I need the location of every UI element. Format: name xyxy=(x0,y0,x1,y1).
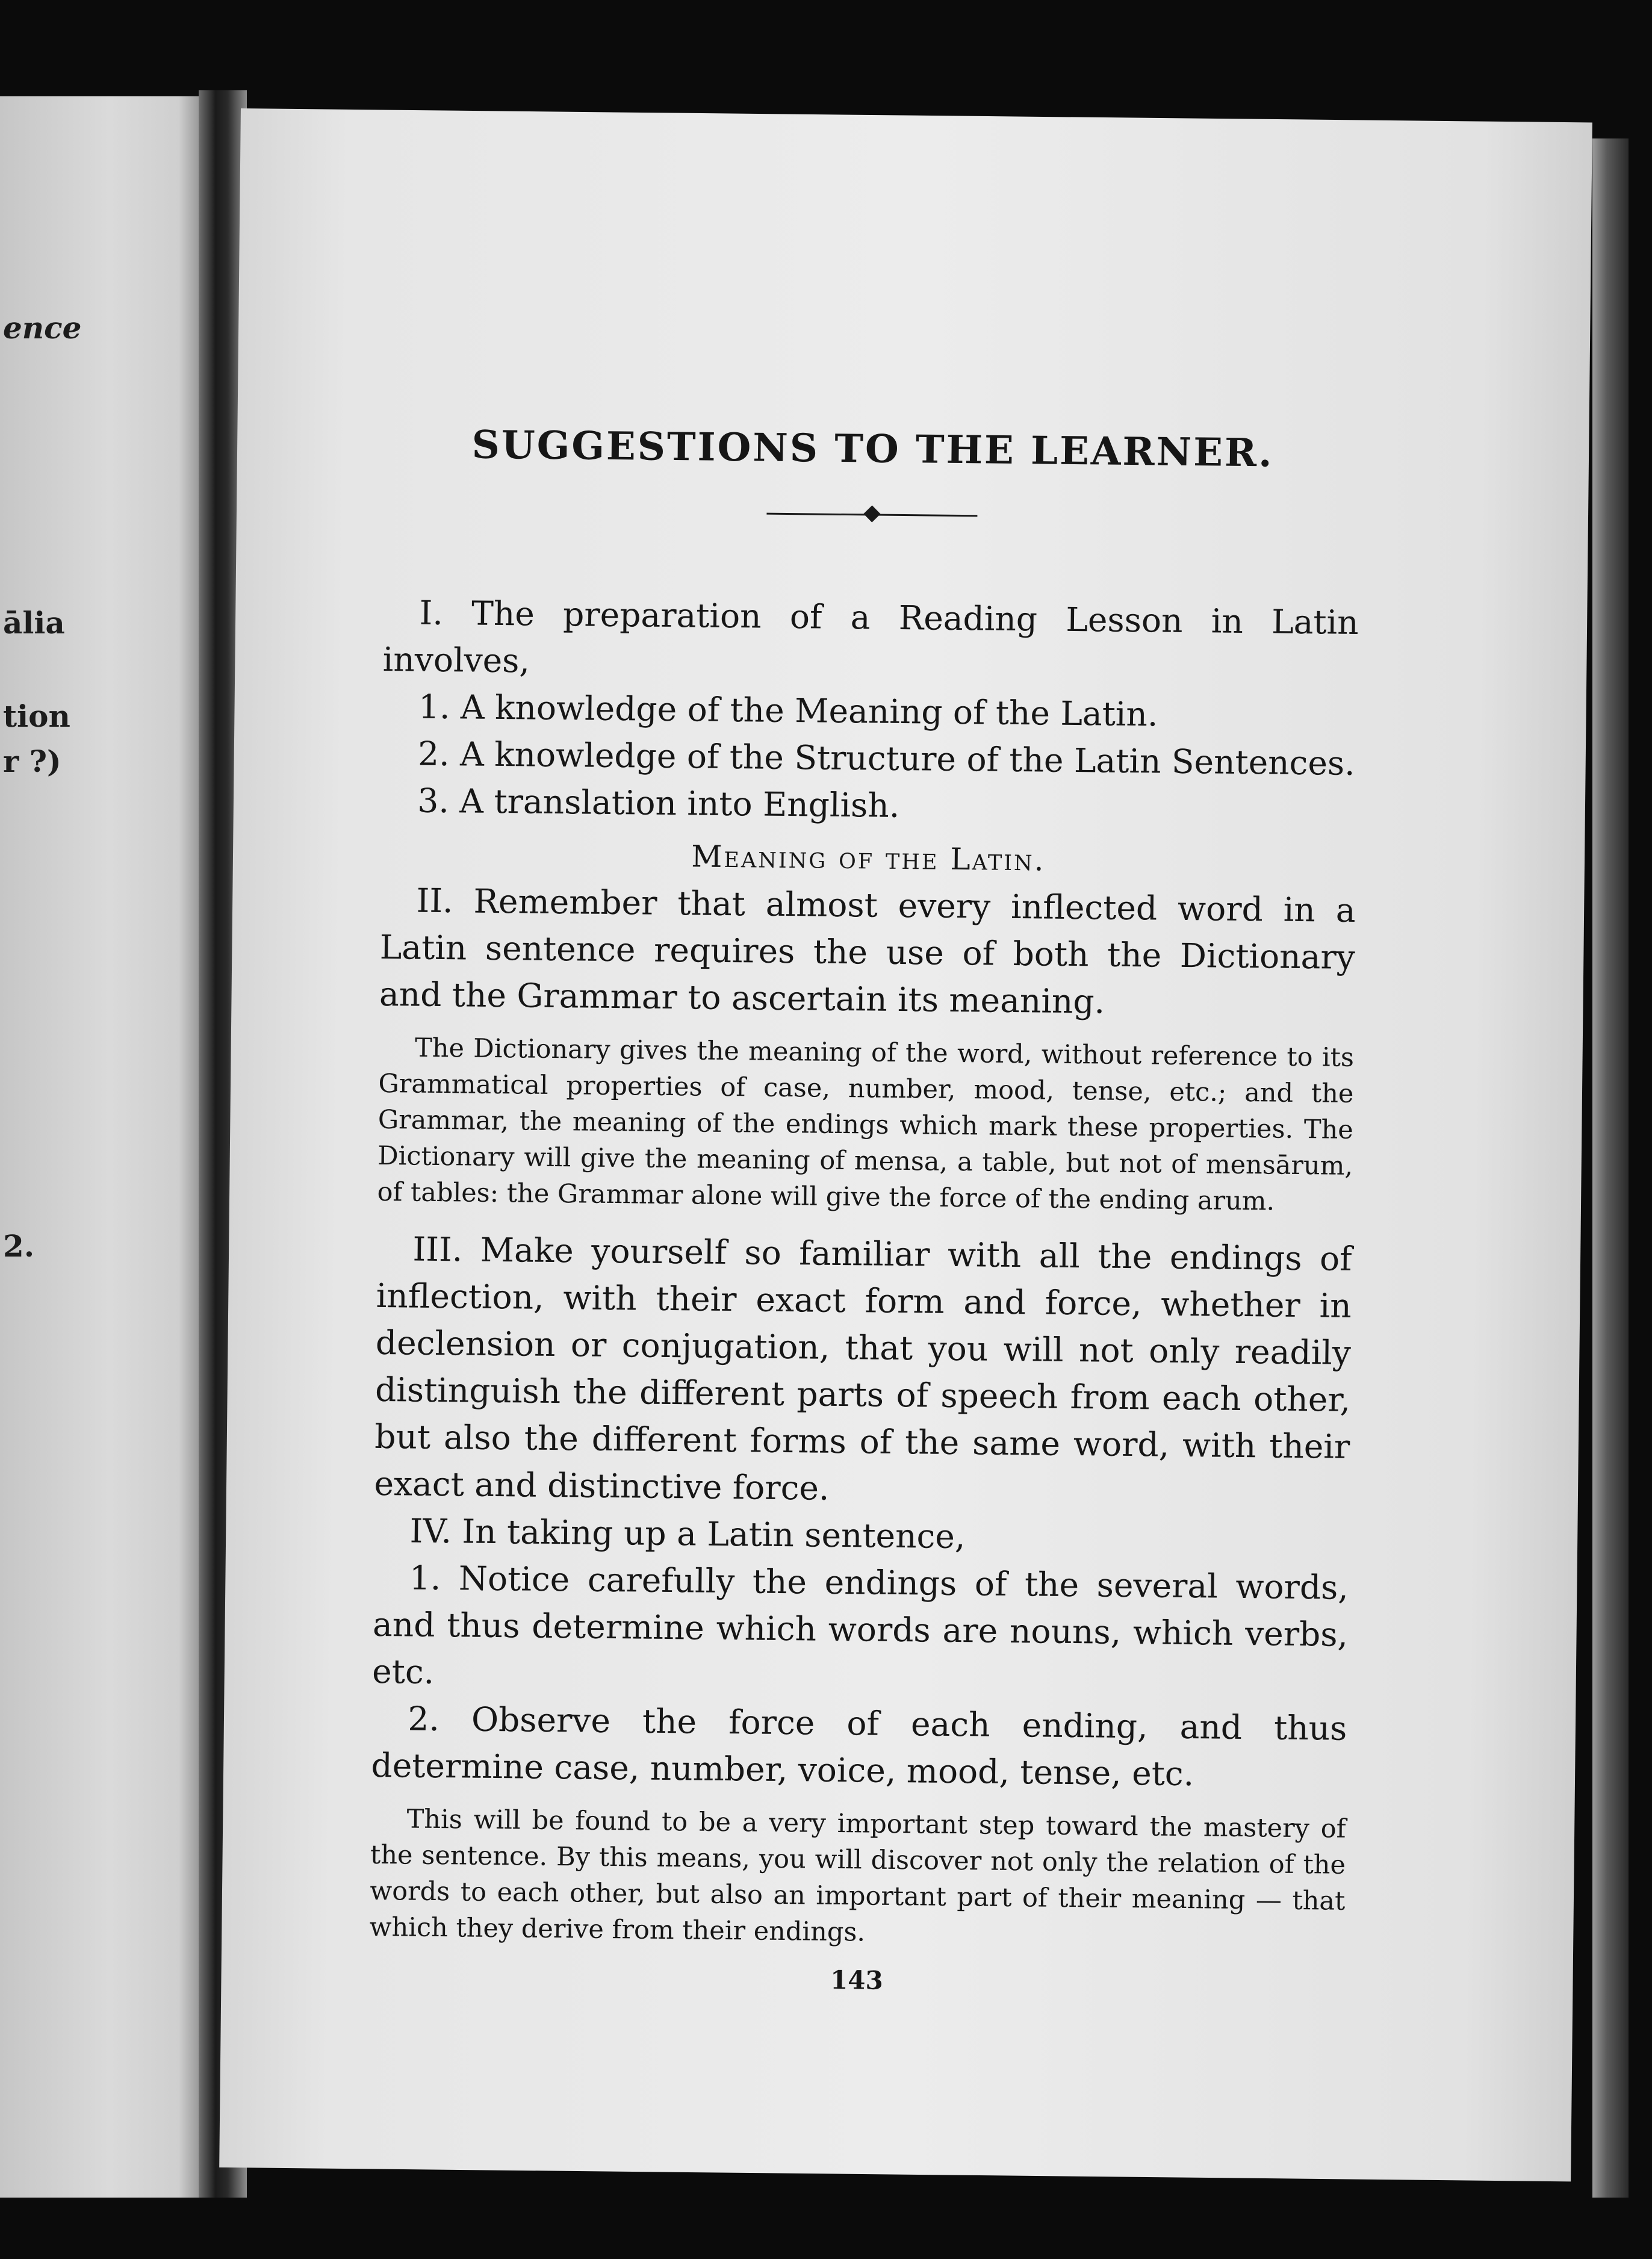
section-heading: Meaning of the Latin. xyxy=(691,839,1046,878)
section-3-text: III. Make yourself so familiar with all the endings of inflection, with their exact form and force, whether in declension or conjugation, that you will not only readily distinguish the different parts of speech from each other, but also the different forms of the same word, with their exact and distinctive force. xyxy=(374,1229,1352,1508)
page-edge-shadow xyxy=(1592,138,1629,2198)
section-1-intro: I. The preparation of a Reading Lesson in Latin involves, xyxy=(382,593,1359,680)
section-4-note: This will be found to be a very important step toward the mastery of the sentence. By this means, you will discover not only the relation of the words to each other, but also an important part of their meaning — that which they derive from their endings. xyxy=(369,1804,1346,1948)
section-1-item-2: 2. A knowledge of the Structure of the Latin Sentences. xyxy=(417,734,1356,783)
page-title: SUGGESTIONS TO THE LEARNER. xyxy=(471,422,1274,476)
section-4-item-2: 2. Observe the force of each ending, and thus determine case, number, voice, mood, tense, etc. xyxy=(371,1699,1347,1794)
left-page-fragment: tion xyxy=(3,698,70,734)
section-1-item-3: 3. A translation into English. xyxy=(417,781,900,825)
left-page-fragment: ence xyxy=(3,310,82,346)
left-page-fragment: ālia xyxy=(3,605,65,641)
left-page-fragment: 2. xyxy=(3,1228,35,1264)
section-4-intro: IV. In taking up a Latin sentence, xyxy=(409,1511,966,1556)
page-content xyxy=(369,421,1361,2000)
left-facing-page xyxy=(0,96,199,2198)
page-number: 143 xyxy=(830,1965,884,1995)
left-page-fragment: r ?) xyxy=(3,744,61,779)
section-4-item-1: 1. Notice carefully the endings of the several words, and thus determine which words are nouns, which verbs, etc. xyxy=(371,1558,1349,1691)
section-2-text: II. Remember that almost every inflected word in a Latin sentence requires the use of both the Dictionary and the Grammar to ascertain its meaning. xyxy=(379,881,1356,1021)
ornamental-rule xyxy=(766,513,977,517)
section-2-note: The Dictionary gives the meaning of the word, without reference to its Grammatical properties of case, number, mood, tense, etc.; and the Grammar, the meaning of the endings which mark these properties. The Dictionary will give the meaning of mensa, a table, but not of mensārum, of tables: the Grammar alone will give the force of the ending arum. xyxy=(377,1033,1355,1217)
section-1-item-1: 1. A knowledge of the Meaning of the Latin. xyxy=(418,687,1158,734)
